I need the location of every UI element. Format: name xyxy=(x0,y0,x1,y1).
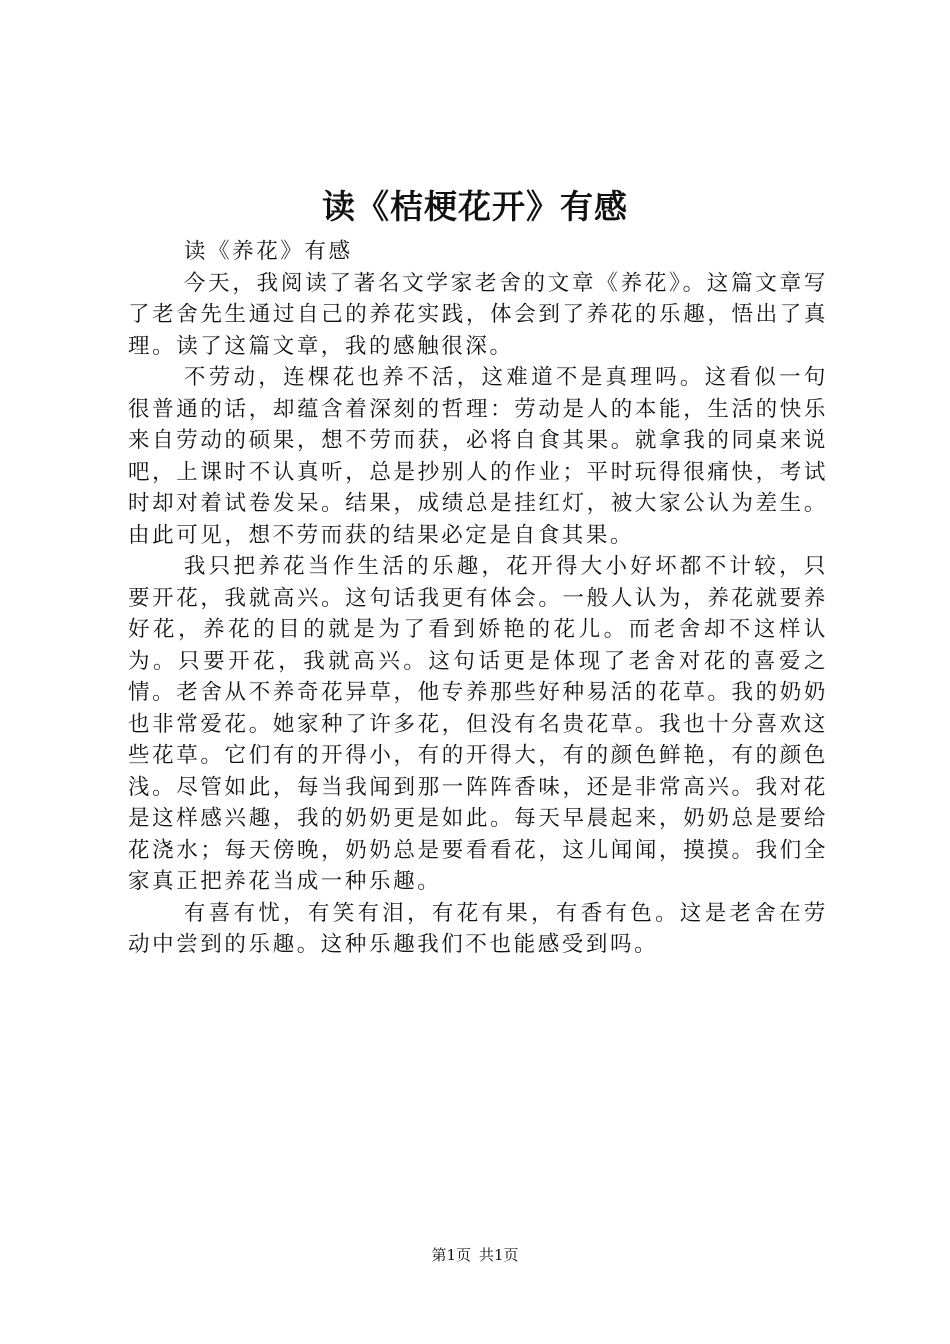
body-paragraph: 有喜有忧，有笑有泪，有花有果，有香有色。这是老舍在劳动中尝到的乐趣。这种乐趣我们不也能感受到吗。 xyxy=(128,900,828,957)
page-footer xyxy=(0,1244,950,1266)
page-number: 第1页 xyxy=(431,1246,471,1264)
document-body xyxy=(128,236,828,961)
subtitle-paragraph: 读《养花》有感 xyxy=(183,239,353,264)
page-total: 共1页 xyxy=(479,1246,519,1264)
body-paragraph: 今天，我阅读了著名文学家老舍的文章《养花》。这篇文章写了老舍先生通过自己的养花实践，体会到了养花的乐趣，悟出了真理。读了这篇文章，我的感触很深。 xyxy=(128,270,828,359)
document-title: 读《桔梗花开》有感 xyxy=(322,187,628,226)
body-paragraph: 不劳动，连棵花也养不活，这难道不是真理吗。这看似一句很普通的话，却蕴含着深刻的哲理：劳动是人的本能，生活的快乐来自劳动的硕果，想不劳而获，必将自食其果。就拿我的同桌来说吧，上课时不认真听，总是抄别人的作业；平时玩得很痛快，考试时却对着试卷发呆。结果，成绩总是挂红灯，被大家公认为差生。由此可见，想不劳而获的结果必定是自食其果。 xyxy=(128,365,828,548)
body-paragraph: 我只把养花当作生活的乐趣，花开得大小好坏都不计较，只要开花，我就高兴。这句话我更有体会。一般人认为，养花就要养好花，养花的目的就是为了看到娇艳的花儿。而老舍却不这样认为。只要开花，我就高兴。这句话更是体现了老舍对花的喜爱之情。老舍从不养奇花异草，他专养那些好种易活的花草。我的奶奶也非常爱花。她家种了许多花，但没有名贵花草。我也十分喜欢这些花草。它们有的开得小，有的开得大，有的颜色鲜艳，有的颜色浅。尽管如此，每当我闻到那一阵阵香味，还是非常高兴。我对花是这样感兴趣，我的奶奶更是如此。每天早晨起来，奶奶总是要给花浇水；每天傍晚，奶奶总是要看看花，这儿闻闻，摸摸。我们全家真正把养花当成一种乐趣。 xyxy=(128,554,828,894)
